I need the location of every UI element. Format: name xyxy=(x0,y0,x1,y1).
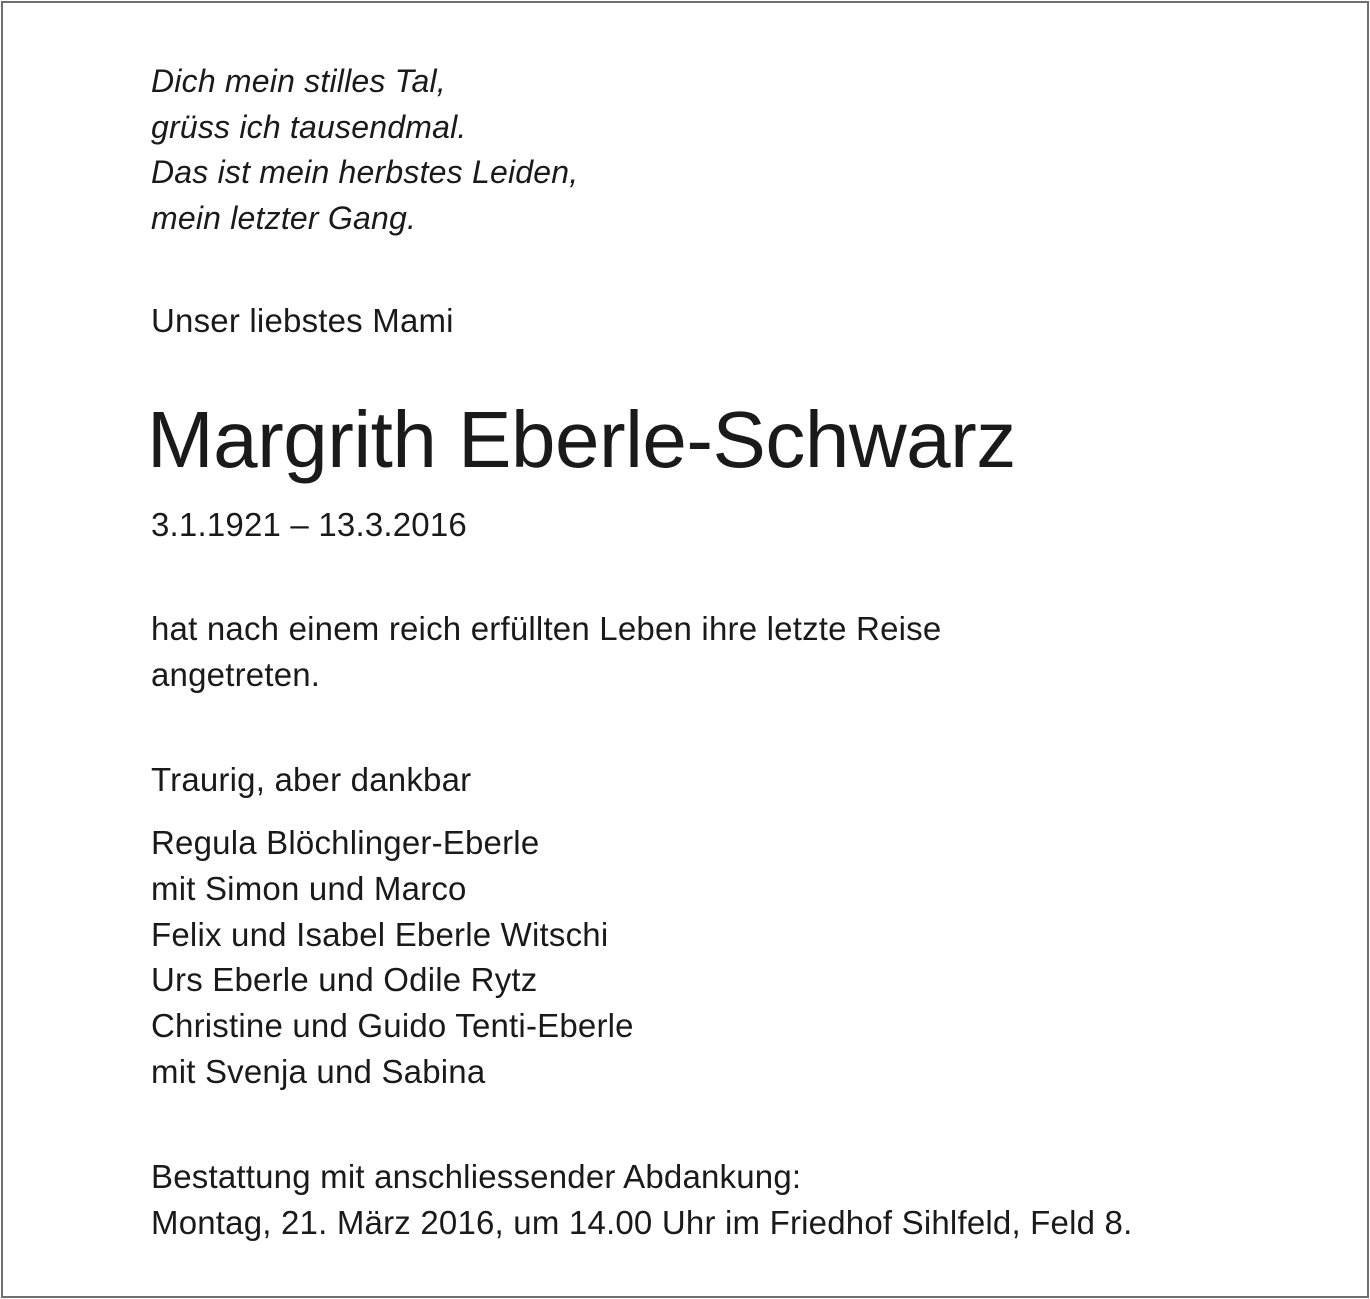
poem-line: grüss ich tausendmal. xyxy=(151,109,467,145)
poem-line: Das ist mein herbstes Leiden, xyxy=(151,154,579,190)
mourner-name: Urs Eberle und Odile Rytz xyxy=(151,961,538,998)
poem-line: mein letzter Gang. xyxy=(151,200,417,236)
mourner-name: mit Simon und Marco xyxy=(151,870,467,907)
funeral-line: Montag, 21. März 2016, um 14.00 Uhr im Friedhof Sihlfeld, Feld 8. xyxy=(151,1204,1133,1241)
deceased-name: Margrith Eberle-Schwarz xyxy=(147,395,1016,484)
mourner-name: Felix und Isabel Eberle Witschi xyxy=(151,916,609,953)
message-line: angetreten. xyxy=(151,656,321,693)
message-line: hat nach einem reich erfüllten Leben ihre letzte Reise xyxy=(151,610,942,647)
intro-text: Unser liebstes Mami xyxy=(151,302,454,339)
mourner-name: Christine und Guido Tenti-Eberle xyxy=(151,1007,634,1044)
funeral-line: Bestattung mit anschliessender Abdankung: xyxy=(151,1158,802,1195)
mourner-name: mit Svenja und Sabina xyxy=(151,1053,486,1090)
life-dates: 3.1.1921 – 13.3.2016 xyxy=(151,506,467,543)
mourners-heading: Traurig, aber dankbar xyxy=(151,761,472,798)
mourner-name: Regula Blöchlinger-Eberle xyxy=(151,824,540,861)
poem-line: Dich mein stilles Tal, xyxy=(151,63,446,99)
obituary-notice xyxy=(1,1,1369,1298)
